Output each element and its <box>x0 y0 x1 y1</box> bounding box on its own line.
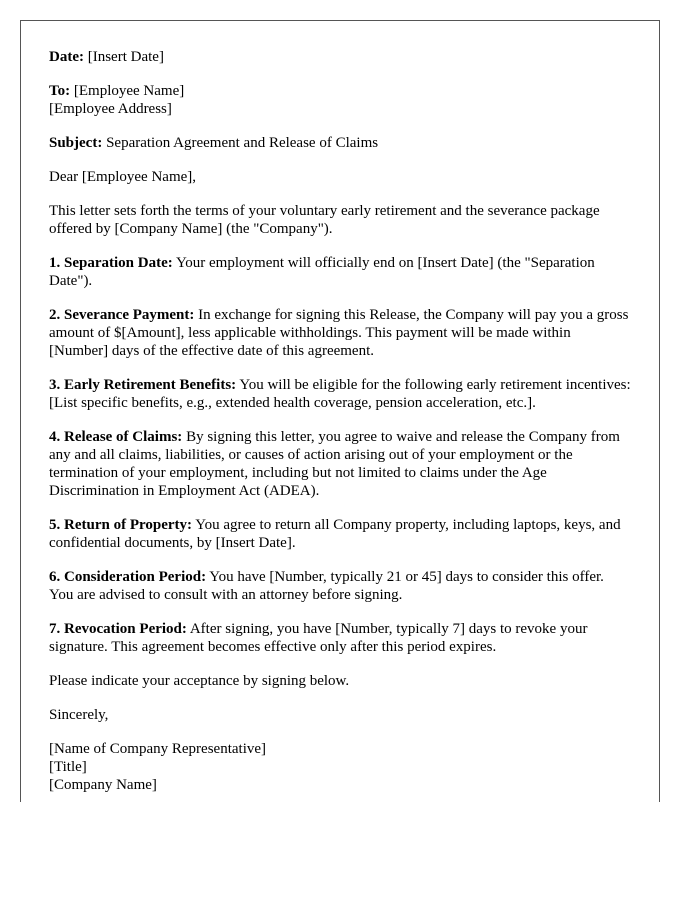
letter-page <box>20 20 660 802</box>
subject-label: Subject: <box>49 135 103 151</box>
section-text: You will be eligible for the following early retirement incentives: [List specific benefits, e.g., extended health coverage, pension acceleration, etc.]. <box>49 377 631 411</box>
subject-value: Separation Agreement and Release of Claims <box>106 135 379 151</box>
section-severance-payment <box>49 306 631 360</box>
salutation: Dear [Employee Name], <box>49 169 197 185</box>
section-release-of-claims <box>49 428 631 500</box>
section-heading: 2. Severance Payment: <box>49 307 195 323</box>
section-separation-date <box>49 254 631 290</box>
date-label: Date: <box>49 49 84 65</box>
to-label: To: <box>49 83 71 99</box>
section-text: By signing this letter, you agree to waive and release the Company from any and all claims, liabilities, or causes of action arising out of your employment or the termination of your employment, including but not limited to claims under the Age Discrimination in Employment Act (ADEA). <box>49 429 620 499</box>
letter-body <box>21 21 659 794</box>
section-text: In exchange for signing this Release, the Company will pay you a gross amount of $[Amount], less applicable withholdings. This payment will be made within [Number] days of the effective date of this agreement. <box>49 307 629 359</box>
section-text: You agree to return all Company property, including laptops, keys, and confidential documents, by [Insert Date]. <box>49 517 621 551</box>
recipient-name-line <box>49 82 631 100</box>
signature-title: [Title] <box>49 759 87 775</box>
section-heading: 7. Revocation Period: <box>49 621 187 637</box>
recipient-name: [Employee Name] <box>73 83 185 99</box>
signature-company: [Company Name] <box>49 777 157 793</box>
subject-line <box>49 134 631 152</box>
section-heading: 6. Consideration Period: <box>49 569 207 585</box>
section-revocation-period <box>49 620 631 656</box>
closing: Sincerely, <box>49 707 109 723</box>
section-text: You have [Number, typically 21 or 45] days to consider this offer. You are advised to consult with an attorney before signing. <box>49 569 604 603</box>
section-heading: 3. Early Retirement Benefits: <box>49 377 237 393</box>
section-text: After signing, you have [Number, typically 7] days to revoke your signature. This agreement becomes effective only after this period expires. <box>49 621 588 655</box>
section-heading: 5. Return of Property: <box>49 517 193 533</box>
intro-paragraph: This letter sets forth the terms of your voluntary early retirement and the severance package offered by [Company Name] (the "Company"). <box>49 203 600 237</box>
signature-name: [Name of Company Representative] <box>49 741 267 757</box>
recipient-address: [Employee Address] <box>49 101 172 117</box>
section-heading: 1. Separation Date: <box>49 255 173 271</box>
section-early-retirement-benefits <box>49 376 631 412</box>
section-text: Your employment will officially end on [Insert Date] (the "Separation Date"). <box>49 255 595 289</box>
section-heading: 4. Release of Claims: <box>49 429 183 445</box>
signature-block <box>49 740 631 794</box>
date-value: [Insert Date] <box>87 49 164 65</box>
date-line <box>49 48 631 66</box>
section-consideration-period <box>49 568 631 604</box>
recipient-block <box>49 82 631 118</box>
acceptance-instruction: Please indicate your acceptance by signing below. <box>49 673 350 689</box>
section-return-of-property <box>49 516 631 552</box>
